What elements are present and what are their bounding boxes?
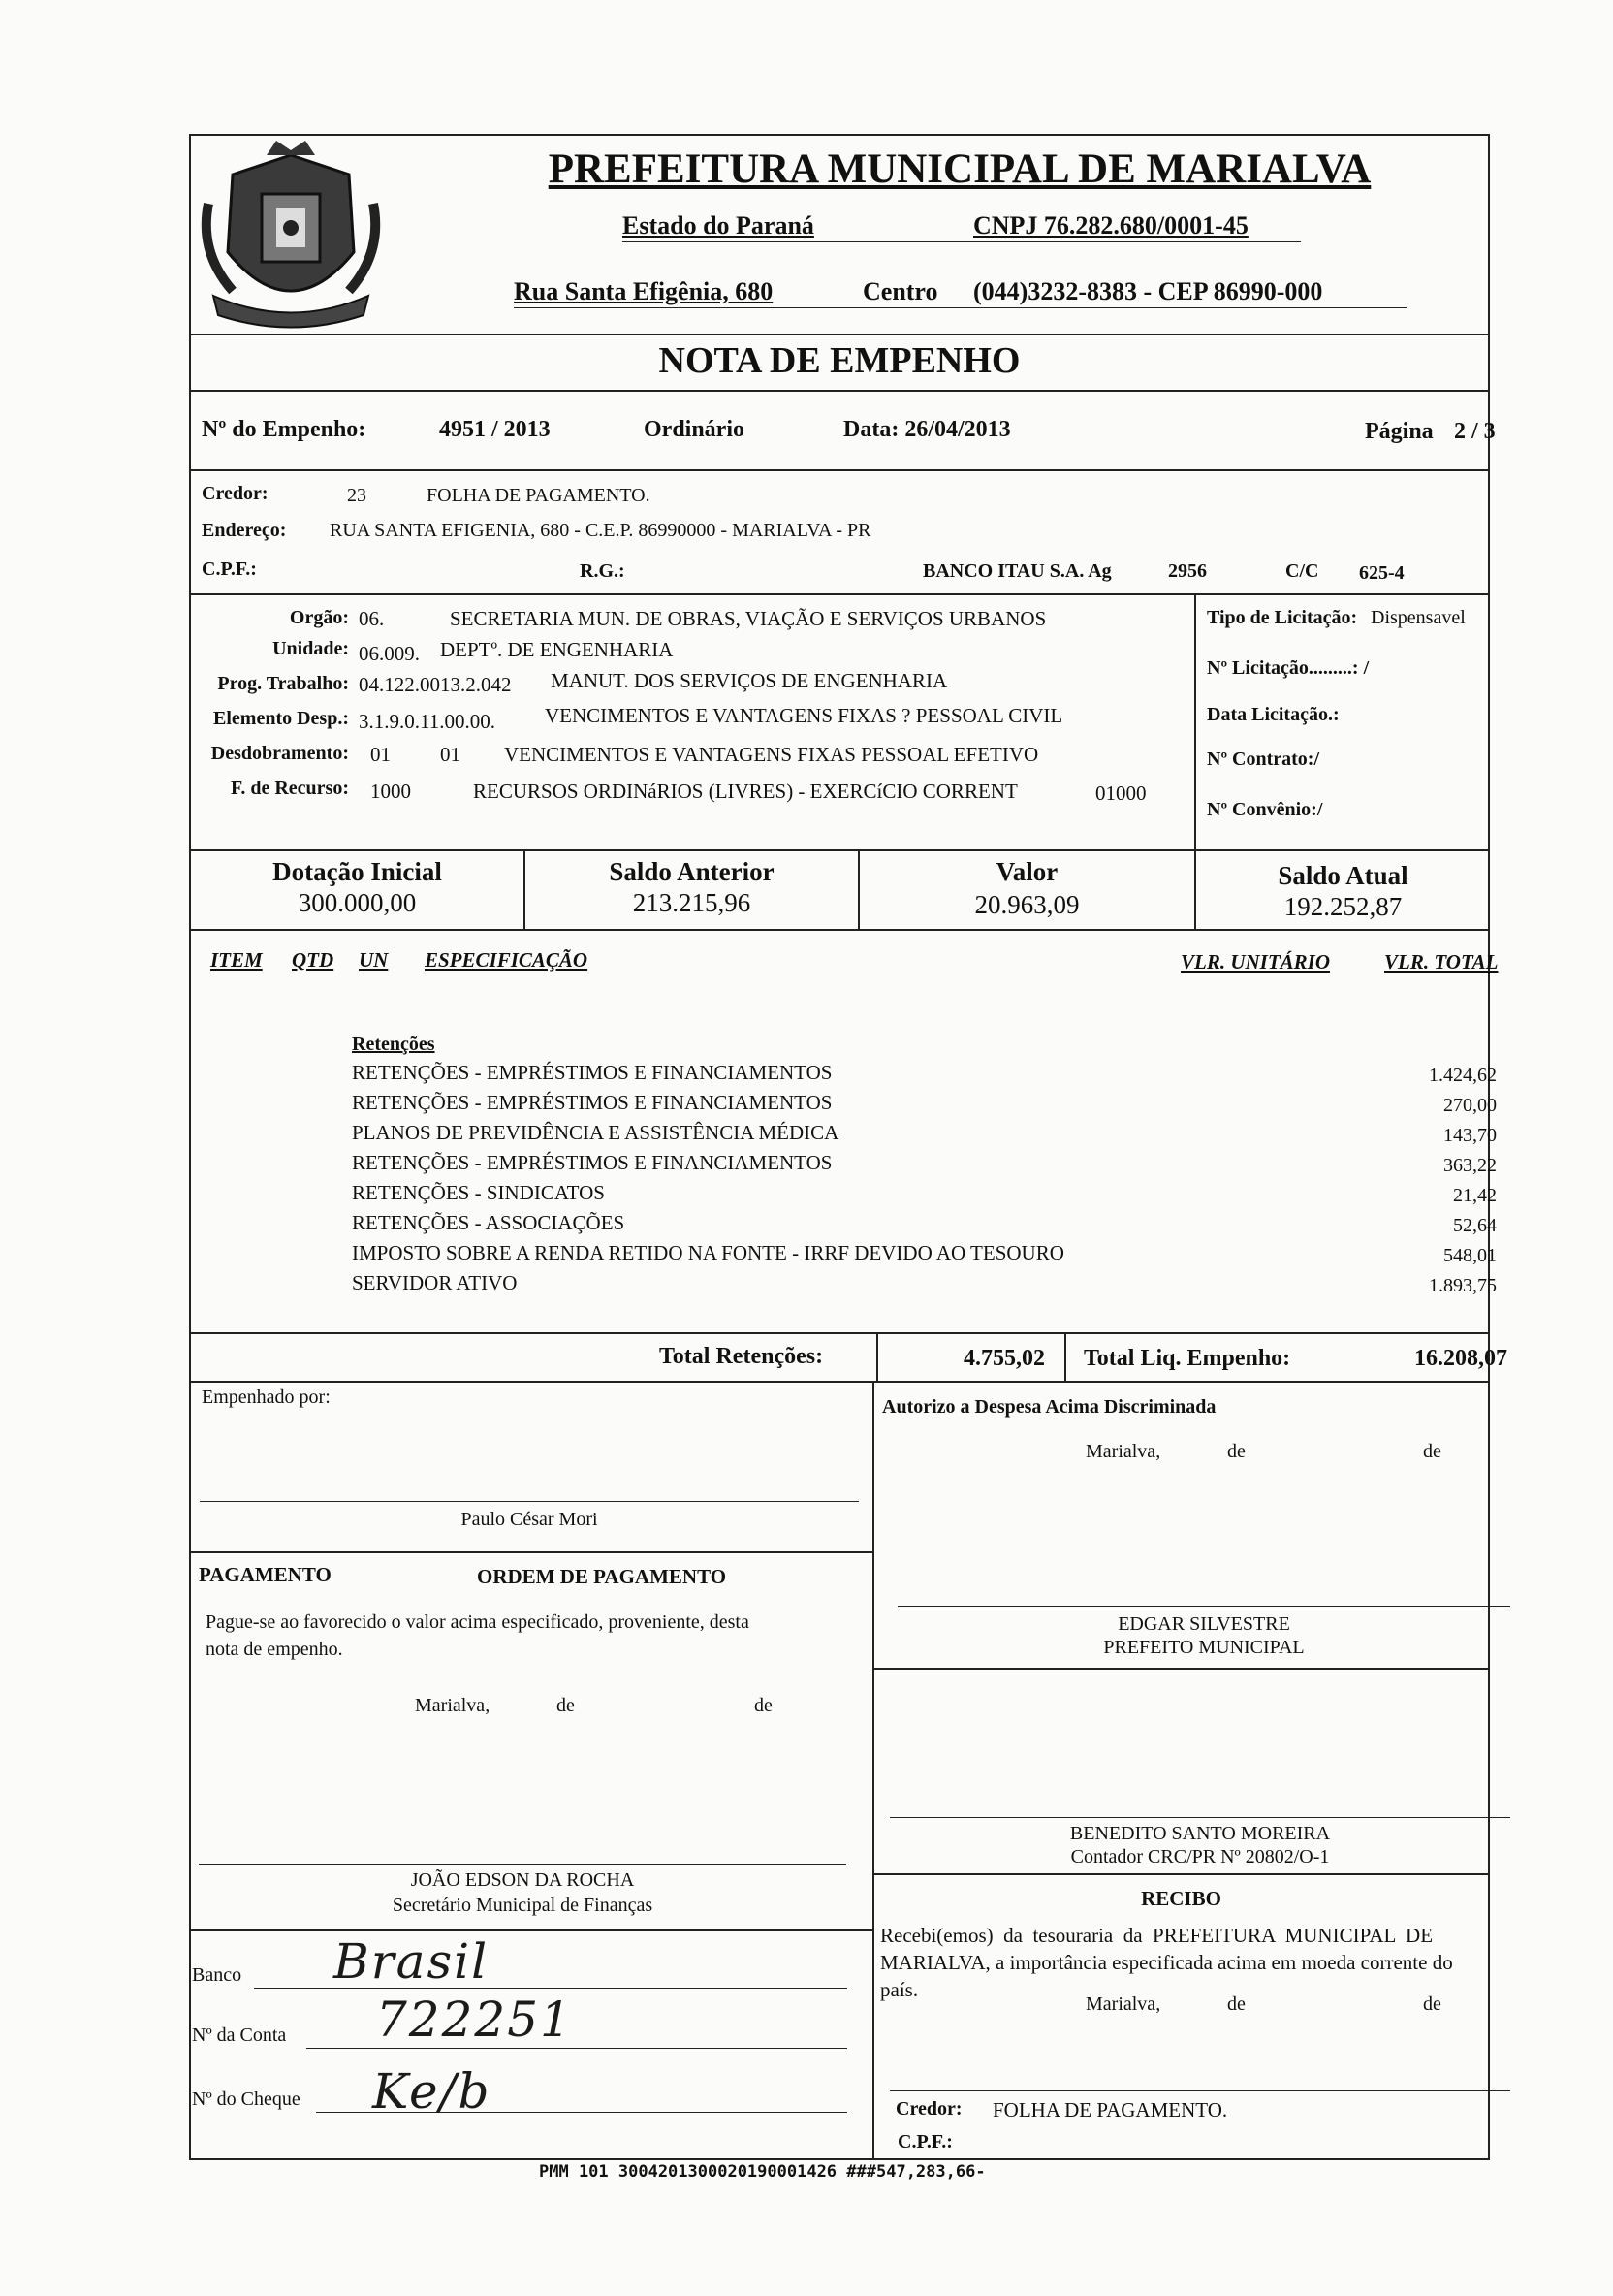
- retencao-desc: RETENÇÕES - EMPRÉSTIMOS E FINANCIAMENTOS: [352, 1061, 833, 1084]
- retencao-value: 21,42: [1453, 1185, 1497, 1206]
- desdobramento-b: 01: [440, 743, 460, 766]
- retencao-desc: RETENÇÕES - EMPRÉSTIMOS E FINANCIAMENTOS: [352, 1151, 833, 1174]
- recurso-code: 1000: [370, 780, 411, 803]
- divider: [189, 1332, 1490, 1334]
- secretario-role: Secretário Municipal de Finanças: [392, 1895, 653, 1916]
- retencao-desc: PLANOS DE PREVIDÊNCIA E ASSISTÊNCIA MÉDICA: [352, 1121, 839, 1144]
- divider: [189, 1551, 872, 1553]
- empenho-type: Ordinário: [644, 417, 745, 442]
- divider: [189, 390, 1490, 392]
- empenho-date: Data: 26/04/2013: [843, 417, 1011, 442]
- col-total-value: VLR. TOTAL: [1384, 950, 1499, 973]
- header-cnpj: CNPJ 76.282.680/0001-45: [973, 211, 1249, 239]
- col-un: UN: [359, 948, 389, 972]
- recurso-label: F. de Recurso:: [230, 778, 349, 799]
- total-retencoes-label: Total Retenções:: [659, 1344, 824, 1369]
- col-qtd: QTD: [292, 948, 334, 972]
- address-label: Endereço:: [202, 520, 287, 541]
- contador-name: BENEDITO SANTO MOREIRA: [1069, 1823, 1331, 1844]
- empenhado-name: Paulo César Mori: [460, 1509, 598, 1530]
- cheque-handwriting: Ke/b: [372, 2063, 491, 2120]
- saldo-atual-value: 192.252,87: [1283, 892, 1403, 921]
- empenhado-label: Empenhado por:: [202, 1387, 331, 1408]
- header-address-underline: [514, 307, 1407, 308]
- secretario-name: JOÃO EDSON DA ROCHA: [410, 1869, 635, 1891]
- retencao-value: 548,01: [1443, 1245, 1497, 1266]
- valor-value: 20.963,09: [974, 890, 1080, 919]
- header-address: Rua Santa Efigênia, 680: [514, 277, 774, 305]
- retencao-desc: RETENÇÕES - EMPRÉSTIMOS E FINANCIAMENTOS: [352, 1091, 833, 1114]
- autorizo-de1: de: [1227, 1441, 1246, 1462]
- empenho-number: 4951 / 2013: [439, 417, 551, 442]
- signature-line: [890, 2090, 1510, 2091]
- divider: [189, 334, 1490, 335]
- cpf-label: C.P.F.:: [202, 558, 257, 580]
- prefeito-name: EDGAR SILVESTRE: [1118, 1613, 1290, 1635]
- rg-label: R.G.:: [580, 560, 625, 582]
- tipo-licitacao-value: Dispensavel: [1371, 607, 1466, 628]
- bank-name: BANCO ITAU S.A. Ag: [923, 560, 1112, 582]
- recibo-de2: de: [1423, 1993, 1441, 2015]
- licitacao-number: Nº Licitação.........: /: [1207, 657, 1370, 679]
- signature-line: [199, 1864, 846, 1865]
- prefeito-role: PREFEITO MUNICIPAL: [1103, 1637, 1305, 1658]
- convenio: Nº Convênio:/: [1207, 799, 1323, 820]
- banco-handwriting: Brasil: [333, 1933, 490, 1990]
- unidade-code: 06.009.: [359, 642, 420, 665]
- recibo-credor-label: Credor:: [896, 2098, 963, 2120]
- coat-of-arms-icon: [194, 136, 388, 335]
- recurso-name: RECURSOS ORDINáRIOS (LIVRES) - EXERCíCIO CORRENT: [473, 780, 1018, 803]
- autorizo-title: Autorizo a Despesa Acima Discriminada: [882, 1396, 1217, 1418]
- retencao-value: 143,70: [1443, 1125, 1497, 1146]
- ordem-label: ORDEM DE PAGAMENTO: [477, 1565, 727, 1588]
- divider: [872, 1668, 1490, 1670]
- retencao-value: 270,00: [1443, 1095, 1497, 1116]
- bank-agency: 2956: [1168, 560, 1207, 582]
- recibo-de1: de: [1227, 1993, 1246, 2015]
- retencao-value: 1.424,62: [1429, 1065, 1497, 1086]
- col-unit-value: VLR. UNITÁRIO: [1181, 950, 1331, 973]
- conta-handwriting: 722251: [376, 1992, 573, 2048]
- retencao-desc: SERVIDOR ATIVO: [352, 1271, 518, 1294]
- pagamento-city: Marialva,: [415, 1695, 490, 1716]
- header-phone-cep: (044)3232-8383 - CEP 86990-000: [973, 277, 1323, 305]
- recibo-text2: MARIALVA, a importância especificada acima em moeda corrente do: [880, 1951, 1453, 1974]
- desdobramento-name: VENCIMENTOS E VANTAGENS FIXAS PESSOAL EFETIVO: [504, 743, 1039, 766]
- desdobramento-label: Desdobramento:: [210, 743, 349, 764]
- autorizo-de2: de: [1423, 1441, 1441, 1462]
- unidade-label: Unidade:: [272, 638, 349, 659]
- pagamento-text2: nota de empenho.: [206, 1639, 343, 1660]
- header-state-underline: [622, 241, 1301, 242]
- credor-label: Credor:: [202, 483, 269, 504]
- pagamento-de1: de: [556, 1695, 575, 1716]
- banco-label: Banco: [192, 1964, 242, 1986]
- header-district: Centro: [863, 277, 938, 305]
- signature-line: [890, 1817, 1510, 1818]
- header-state: Estado do Paraná: [622, 211, 814, 239]
- desdobramento-a: 01: [370, 743, 391, 766]
- licitacao-date: Data Licitação.:: [1207, 704, 1340, 725]
- header-title: PREFEITURA MUNICIPAL DE MARIALVA: [548, 146, 1372, 192]
- recibo-title: RECIBO: [1141, 1887, 1221, 1910]
- divider: [189, 593, 1490, 595]
- cc-label: C/C: [1285, 560, 1319, 582]
- total-liq-label: Total Liq. Empenho:: [1084, 1346, 1291, 1371]
- tipo-licitacao-label: Tipo de Licitação:: [1207, 607, 1358, 628]
- page-label: Página: [1365, 419, 1434, 444]
- elemento-name: VENCIMENTOS E VANTAGENS FIXAS ? PESSOAL CIVIL: [545, 704, 1063, 727]
- divider: [189, 849, 1490, 851]
- doc-title: NOTA DE EMPENHO: [658, 340, 1021, 381]
- autorizo-city: Marialva,: [1086, 1441, 1161, 1462]
- orgao-name: SECRETARIA MUN. DE OBRAS, VIAÇÃO E SERVIÇOS URBANOS: [450, 607, 1047, 630]
- cc-value: 625-4: [1359, 562, 1405, 584]
- pagamento-de2: de: [754, 1695, 773, 1716]
- dotacao-label: Dotação Inicial: [272, 857, 442, 886]
- col-item: ITEM: [210, 948, 263, 972]
- retencao-desc: RETENÇÕES - ASSOCIAÇÕES: [352, 1211, 625, 1234]
- footer-code: PMM 101 3004201300020190001426 ###547,283,66-: [539, 2162, 986, 2182]
- dotacao-value: 300.000,00: [298, 888, 417, 917]
- prog-label: Prog. Trabalho:: [217, 673, 349, 694]
- saldo-anterior-label: Saldo Anterior: [609, 857, 775, 886]
- lower-divider: [872, 1381, 874, 2160]
- saldo-atual-label: Saldo Atual: [1278, 861, 1408, 890]
- recibo-cpf-label: C.P.F.:: [898, 2131, 953, 2152]
- saldo-anterior-value: 213.215,96: [632, 888, 751, 917]
- recibo-text3: país.: [880, 1978, 919, 2001]
- licitacao-divider: [1194, 593, 1196, 849]
- credor-code: 23: [347, 485, 366, 506]
- contador-role: Contador CRC/PR Nº 20802/O-1: [1070, 1846, 1330, 1867]
- valor-label: Valor: [996, 857, 1059, 886]
- divider: [189, 1929, 872, 1931]
- empenho-label: Nº do Empenho:: [202, 417, 366, 442]
- elemento-code: 3.1.9.0.11.00.00.: [359, 710, 495, 733]
- orgao-label: Orgão:: [289, 607, 349, 628]
- recibo-credor-value: FOLHA DE PAGAMENTO.: [993, 2098, 1228, 2121]
- signature-line: [200, 1501, 859, 1502]
- recurso-extra: 01000: [1095, 781, 1147, 805]
- credor-address: RUA SANTA EFIGENIA, 680 - C.E.P. 86990000 - MARIALVA - PR: [330, 520, 871, 541]
- conta-label: Nº da Conta: [192, 2025, 287, 2046]
- retencao-value: 363,22: [1443, 1155, 1497, 1176]
- pagamento-text1: Pague-se ao favorecido o valor acima especificado, proveniente, desta: [206, 1611, 749, 1633]
- unidade-name: DEPTº. DE ENGENHARIA: [440, 638, 674, 661]
- totals-divider: [1064, 1332, 1066, 1381]
- prog-name: MANUT. DOS SERVIÇOS DE ENGENHARIA: [551, 669, 948, 692]
- retencao-desc: IMPOSTO SOBRE A RENDA RETIDO NA FONTE - IRRF DEVIDO AO TESOURO: [352, 1241, 1064, 1264]
- page-value: 2 / 3: [1454, 419, 1496, 444]
- conta-line: [306, 2048, 847, 2049]
- total-retencoes-value: 4.755,02: [964, 1346, 1045, 1371]
- contrato: Nº Contrato:/: [1207, 749, 1320, 770]
- retencoes-title: Retenções: [352, 1034, 435, 1055]
- divider: [189, 469, 1490, 471]
- elemento-label: Elemento Desp.:: [213, 708, 349, 729]
- pagamento-label: PAGAMENTO: [199, 1563, 332, 1586]
- retencao-value: 52,64: [1453, 1215, 1497, 1236]
- divider: [872, 1873, 1490, 1875]
- retencao-desc: RETENÇÕES - SINDICATOS: [352, 1181, 605, 1204]
- recibo-text1: Recebi(emos) da tesouraria da PREFEITURA MUNICIPAL DE: [880, 1924, 1434, 1947]
- totals-divider: [876, 1332, 878, 1381]
- signature-line: [898, 1606, 1510, 1607]
- total-liq-value: 16.208,07: [1414, 1346, 1507, 1371]
- credor-name: FOLHA DE PAGAMENTO.: [427, 485, 650, 506]
- orgao-code: 06.: [359, 607, 385, 630]
- col-spec: ESPECIFICAÇÃO: [425, 948, 588, 972]
- prog-code: 04.122.0013.2.042: [359, 673, 512, 696]
- retencao-value: 1.893,75: [1429, 1275, 1497, 1296]
- recibo-city: Marialva,: [1086, 1993, 1161, 2015]
- divider: [189, 1381, 1490, 1383]
- cheque-label: Nº do Cheque: [192, 2089, 300, 2110]
- divider: [189, 929, 1490, 931]
